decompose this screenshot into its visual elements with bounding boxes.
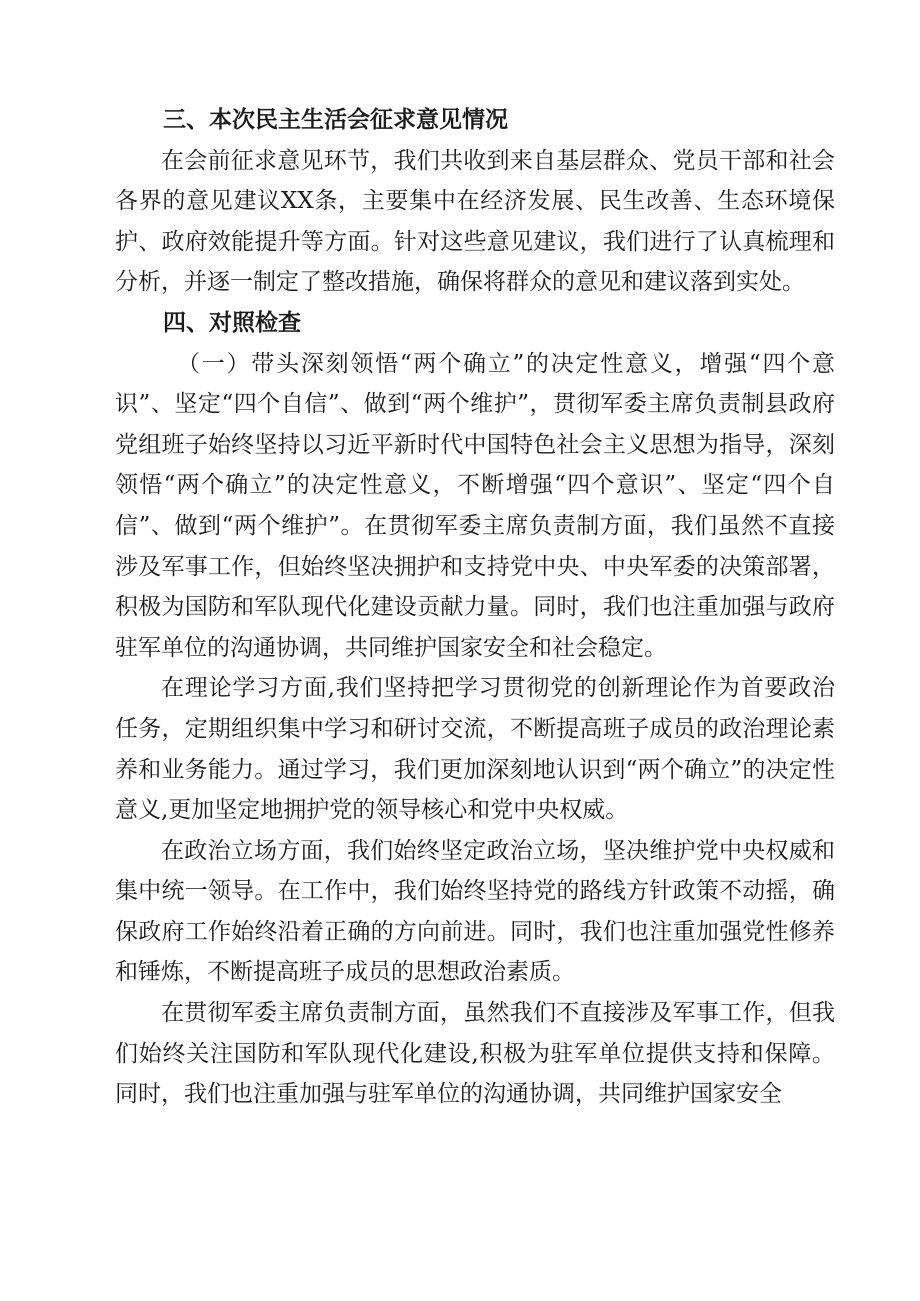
paragraph-opinions: 在会前征求意见环节，我们共收到来自基层群众、党员干部和社会各界的意见建议XX条，主要集中在经济发展、民生改善、生态环境保护、政府效能提升等方面。针对这些意见建议，我们进行了认真梳理和分析，并逐一制定了整改措施，确保将群众的意见和建议落到实处。: [115, 147, 835, 296]
section-heading-opinions: 三、本次民主生活会征求意见情况: [163, 107, 508, 133]
section-heading-self-inspection: 四、对照检查: [163, 309, 301, 336]
document-body: [115, 100, 835, 1115]
paragraph-military-responsibility: 在贯彻军委主席负责制方面，虽然我们不直接涉及军事工作，但我们始终关注国防和军队现代化建设,积极为驻军单位提供支持和保障。同时，我们也注重加强与驻军单位的沟通协调，共同维护国家安全: [115, 1000, 835, 1108]
paragraph-theory-study: 在理论学习方面,我们坚持把学习贯彻党的创新理论作为首要政治任务，定期组织集中学习和研讨交流，不断提高班子成员的政治理论素养和业务能力。通过学习，我们更加深刻地认识到“两个确立”的决定性意义,更加坚定地拥护党的领导核心和党中央权威。: [115, 675, 835, 824]
paragraph-two-establishments: （一）带头深刻领悟“两个确立”的决定性意义，增强“四个意识”、坚定“四个自信”、做到“两个维护”，贯彻军委主席负责制县政府党组班子始终坚持以习近平新时代中国特色社会主义思想为指导，深刻领悟“两个确立”的决定性意义，不断增强“四个意识”、坚定“四个自信”、做到“两个维护”。在贯彻军委主席负责制方面，我们虽然不直接涉及军事工作，但始终坚决拥护和支持党中央、中央军委的决策部署，积极为国防和军队现代化建设贡献力量。同时，我们也注重加强与政府驻军单位的沟通协调，共同维护国家安全和社会稳定。: [115, 350, 835, 661]
paragraph-political-stance: 在政治立场方面，我们始终坚定政治立场，坚决维护党中央权威和集中统一领导。在工作中，我们始终坚持党的路线方针政策不动摇，确保政府工作始终沿着正确的方向前进。同时，我们也注重加强党性修养和锤炼，不断提高班子成员的思想政治素质。: [115, 837, 835, 986]
